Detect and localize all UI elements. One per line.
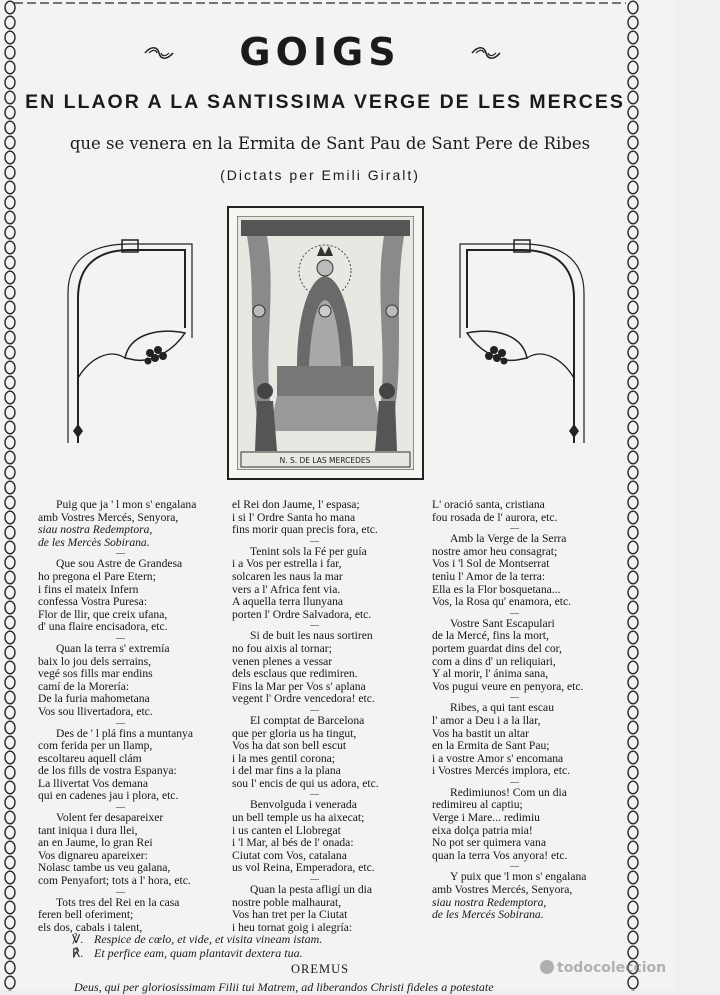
stanza-separator: — — [510, 776, 519, 787]
verse-line: i a Vos per estrella i far, — [232, 557, 342, 571]
verse-line: redimireu al captiu; — [432, 798, 523, 812]
right-art-nouveau-ornament-icon — [452, 238, 592, 443]
verse-line: de los fills de vostra Espanya: — [38, 764, 177, 778]
verse-line: Ribes, a qui tant escau — [450, 701, 554, 715]
verse-line: i fins el mateix Infern — [38, 582, 139, 596]
verse-line: Puig que ja ' l mon s' engalana — [56, 498, 197, 511]
stanza-separator: — — [510, 607, 519, 618]
verse-line: i Vostres Mercés implora, etc. — [432, 764, 571, 778]
stanza — [38, 499, 196, 549]
verse-line: Vos ha bastit un altar — [432, 726, 530, 740]
left-chain-border — [3, 0, 17, 991]
verse-line: i us canten el Llobregat — [232, 823, 341, 837]
page-subtitle: EN LLAOR A LA SANTISSIMA VERGE DE LES MERCES — [25, 91, 625, 113]
verse-line: d' una flaire encisadora, etc. — [38, 620, 168, 634]
verse-line: nostre amor heu consagrat; — [432, 544, 558, 558]
verse-line: i heu tornat goig i alegría: — [232, 920, 353, 934]
verse-line: Vos dignareu apareixer: — [38, 848, 148, 862]
verse-line: sou l' encis de qui us adora, etc. — [232, 776, 379, 790]
verse-line: Quan la terra s' extremía — [56, 641, 170, 655]
verse-line: siau nostra Redemptora, — [38, 523, 153, 537]
verse-line: De la furia mahometana — [38, 692, 150, 706]
verse-line: Que sou Astre de Grandesa — [56, 557, 183, 571]
verse-line: com ferida per un llamp, — [38, 739, 153, 753]
page-title: GOIGS — [239, 30, 401, 74]
virgin-mercy-engraving-icon — [237, 216, 414, 470]
image-caption: N. S. DE LAS MERCEDES — [279, 456, 371, 465]
stanza — [232, 704, 379, 791]
stanza — [38, 802, 196, 888]
verse-line: Nolasc tambe us veu galana, — [38, 861, 171, 875]
verse-line: el Rei don Jaume, l' espasa; — [232, 498, 360, 511]
stanza-separator: — — [310, 874, 319, 885]
stanza — [432, 523, 586, 609]
verse-line: Verge i Mare... redimiu — [432, 811, 540, 825]
verse-line: tenìu l' Amor de la terra: — [432, 569, 546, 583]
verse-line: baix lo jou dels serrains, — [38, 654, 152, 668]
stanza — [432, 861, 587, 922]
verse-line: de les Mercès Sobirana. — [38, 535, 150, 549]
stanza — [38, 632, 196, 719]
verse-line: vegent l' Ordre vencedora! etc. — [232, 692, 375, 706]
verse-line: de les Mercés Sobirana. — [432, 908, 544, 922]
virgin-image-frame — [227, 206, 424, 480]
stanza — [38, 717, 196, 804]
verse-line: feren bell oferiment; — [38, 908, 134, 922]
watermark-text: todocoleccion — [557, 960, 667, 976]
verse-line: i del mar fins a la plana — [232, 764, 341, 778]
stanza-separator: — — [510, 523, 519, 534]
verse-line: No pot ser quimera vana — [432, 836, 546, 850]
verse-line: tant iniqua i dura llei, — [38, 823, 138, 837]
verse-line: porten l' Ordre Salvadora, etc. — [232, 607, 372, 621]
verse-line: l' amor a Deu i a la llar, — [432, 713, 541, 727]
stanza — [432, 607, 586, 694]
verse-line: com a dins d' un reliquiari, — [432, 654, 556, 668]
prayer-first-line: Deus, qui per gloriosissimam Filii tui Matrem, ad liberandos Christi fideles a potestate — [74, 980, 494, 994]
verse-line: Des de ' l plá fins a muntanya — [56, 726, 193, 740]
stanza-separator: — — [310, 789, 319, 800]
versicle-text: Respice de cœlo, et vide, et visita vineam istam. — [94, 932, 323, 946]
verse-line: nostre poble malhaurat, — [232, 895, 342, 909]
verse-line: confessa Vostra Puresa: — [38, 595, 148, 609]
verse-line: que per gloria us ha tingut, — [232, 726, 357, 740]
verse-line: Vos ha dat son bell escut — [232, 739, 347, 753]
verse-line: Vos i 'l Sol de Montserrat — [432, 557, 550, 571]
verse-line: un bell temple us ha aixecat; — [232, 811, 365, 825]
verse-line: Vostre Sant Escapulari — [450, 616, 555, 630]
verse-column-3 — [432, 499, 586, 931]
stanza-separator: — — [510, 692, 519, 703]
stanza-separator: — — [116, 632, 125, 643]
verse-line: Quan la pesta afligí un dia — [250, 883, 373, 897]
verse-line: siau nostra Redemptora, — [432, 895, 547, 909]
verse-line: Ciutat com Vos, catalana — [232, 848, 347, 862]
left-flourish-icon — [143, 44, 175, 62]
stanza-separator: — — [116, 802, 125, 813]
verse-line: quan la terra Vos anyora! etc. — [432, 848, 568, 862]
verse-line: vegé sos fills mar endins — [38, 667, 153, 681]
verse-line: amb Vostres Mercés, Senyora, — [432, 883, 573, 897]
stanza — [232, 499, 379, 537]
verse-line: Vos sou llivertadora, etc. — [38, 704, 153, 718]
verse-line: Si de buit les naus sortiren — [250, 629, 373, 643]
left-art-nouveau-ornament-icon — [60, 238, 200, 443]
verse-line: qui en cadenes jau i plora, etc. — [38, 789, 179, 803]
verse-line: Tenint sols la Fé per guía — [250, 544, 367, 558]
stanza-separator: — — [310, 535, 319, 546]
verse-line: amb Vostres Mercés, Senyora, — [38, 510, 179, 524]
verse-line: fou rosada de l' aurora, etc. — [432, 510, 558, 524]
verse-line: ho pregona el Pare Etern; — [38, 569, 156, 583]
right-flourish-icon — [470, 44, 502, 62]
author-line: (Dictats per Emili Giralt) — [220, 167, 420, 183]
verse-line: eixa dolça patria mia! — [432, 823, 533, 837]
verse-line: Fins la Mar per Vos s' aplana — [232, 679, 366, 693]
verse-line: Vos pugui veure en penyora, etc. — [432, 679, 584, 693]
verse-column-1 — [38, 499, 196, 943]
stanza — [432, 499, 586, 524]
verse-line: Vos, la Rosa qu' enamora, etc. — [432, 595, 572, 609]
verse-line: A aquella terra llunyana — [232, 595, 344, 609]
verse-line: i a vostre Amor s' encomana — [432, 751, 564, 765]
verse-column-2 — [232, 499, 379, 943]
stanza — [38, 548, 196, 634]
verse-line: i la mes gentil corona; — [232, 751, 336, 765]
stanza — [38, 886, 196, 935]
verse-line: L' oració santa, cristiana — [432, 498, 545, 511]
versicle-line — [72, 932, 322, 947]
stanza-separator: — — [510, 861, 519, 872]
verse-line: portem guardat dins del cor, — [432, 641, 562, 655]
verse-line: venen plenes a vessar — [232, 654, 333, 668]
verse-line: Ella es la Flor bosquetana... — [432, 582, 561, 596]
verse-line: El comptat de Barcelona — [250, 713, 365, 727]
verse-line: i si l' Ordre Santa ho mana — [232, 510, 356, 524]
verse-line: us vol Reina, Emperadora, etc. — [232, 861, 375, 875]
verse-line: i 'l Mar, al bés de l' onada: — [232, 836, 354, 850]
verse-line: els dos, cabals i talent, — [38, 920, 143, 934]
stanza-separator: — — [116, 548, 125, 559]
top-chain-border — [14, 0, 626, 6]
stanza-separator: — — [116, 886, 125, 897]
stanza — [432, 692, 586, 778]
verse-line: Volent fer desapareixer — [56, 811, 164, 825]
verse-line: de la Mercé, fins la mort, — [432, 629, 549, 643]
verse-line: solcaren les naus la mar — [232, 569, 343, 583]
verse-line: Y puix que 'l mon s' engalana — [450, 870, 587, 884]
verse-line: camí de la Morería: — [38, 679, 130, 693]
verse-line: Vos han tret per la Ciutat — [232, 908, 348, 922]
page-margin-strip — [676, 0, 720, 991]
verse-line: Flor de llir, que creix ufana, — [38, 607, 168, 621]
stanza — [432, 776, 586, 863]
stanza — [232, 874, 379, 934]
stanza — [232, 535, 379, 622]
verse-line: no fou aixis al tornar; — [232, 641, 332, 655]
stanza-separator: — — [310, 620, 319, 631]
verse-line: com Penyafort; tots a l' hora, etc. — [38, 874, 191, 888]
stanza — [232, 789, 379, 875]
verse-line: Amb la Verge de la Serra — [450, 532, 567, 546]
verse-line: vers a l' Africa fent via. — [232, 582, 341, 596]
response-text: Et perfice eam, quam plantavit dextera tua. — [94, 946, 303, 960]
verse-line: en la Ermita de Sant Pau; — [432, 739, 550, 753]
watermark-logo-icon — [540, 960, 554, 974]
verse-line: escoltareu aquell clám — [38, 751, 142, 765]
versicle-symbol: ℣. — [72, 932, 84, 946]
verse-line: Tots tres del Rei en la casa — [56, 895, 180, 909]
verse-line: dels esclaus que redimiren. — [232, 667, 358, 681]
stanza — [232, 620, 379, 706]
location-line: que se venera en la Ermita de Sant Pau de Sant Pere de Ribes — [69, 134, 591, 153]
watermark — [540, 960, 666, 976]
verse-line: fins morir quan precis fora, etc. — [232, 523, 378, 537]
verse-line: Redimiunos! Com un dia — [450, 785, 567, 799]
stanza-separator: — — [116, 717, 125, 728]
oremus-heading: OREMUS — [290, 962, 350, 976]
verse-line: an en Jaume, lo gran Rei — [38, 836, 153, 850]
verse-line: La llivertat Vos demana — [38, 776, 149, 790]
verse-line: Y al morir, l' ánima sana, — [432, 667, 549, 681]
response-symbol: ℟. — [72, 946, 84, 960]
response-line — [72, 946, 303, 961]
verse-line: Benvolguda i venerada — [250, 798, 357, 812]
stanza-separator: — — [310, 704, 319, 715]
